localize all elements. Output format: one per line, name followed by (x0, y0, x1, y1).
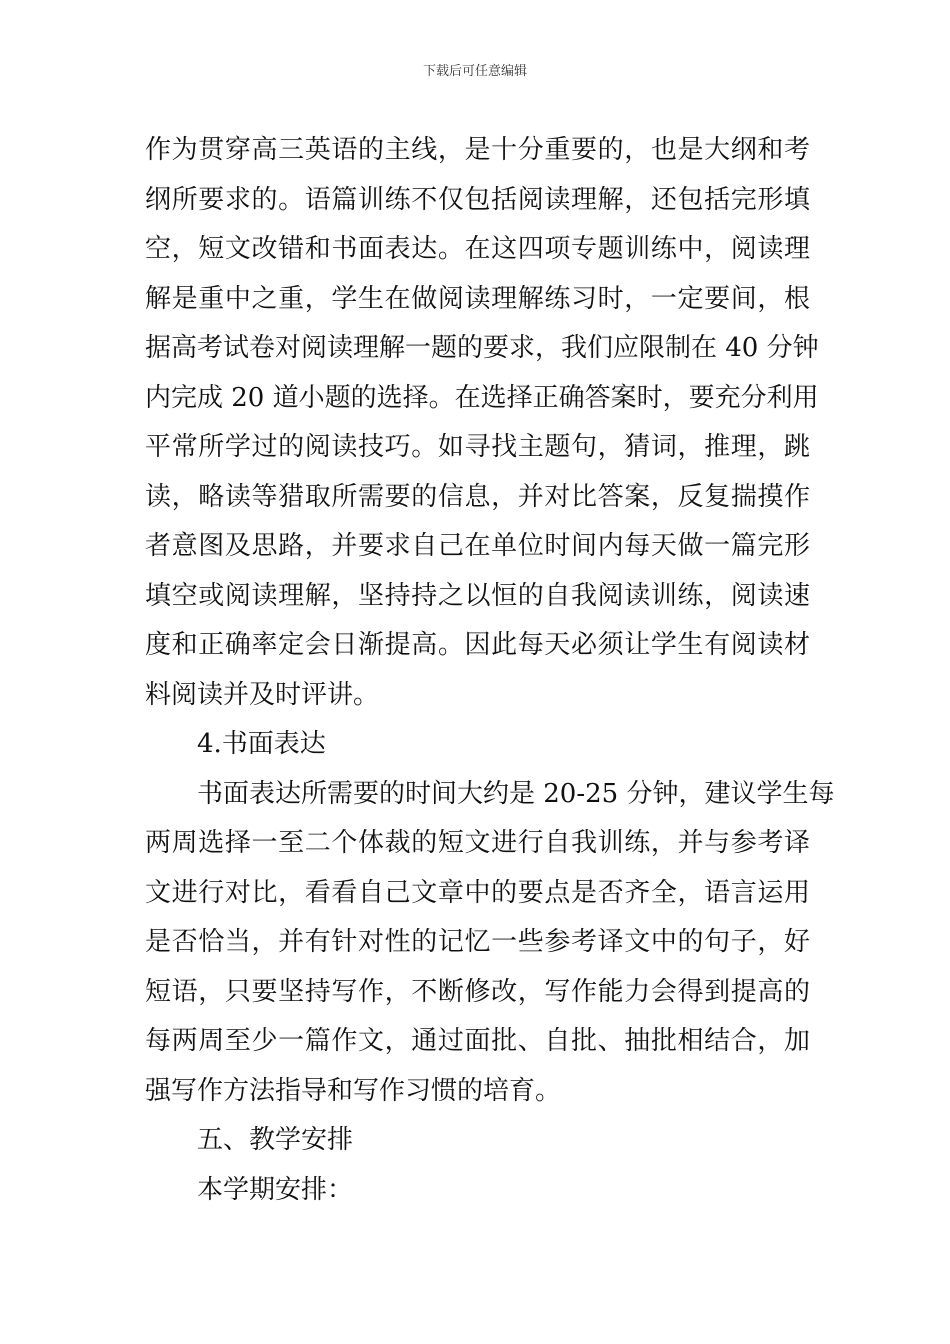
text-line: 度和正确率定会日渐提高。因此每天必须让学生有阅读材 (145, 630, 810, 660)
text-line: 本学期安排： (197, 1174, 354, 1205)
text-line: 平常所学过的阅读技巧。如寻找主题句，猜词，推理，跳 (145, 432, 810, 462)
section-heading (145, 1116, 810, 1166)
heading-line: 4.书面表达 (197, 729, 326, 759)
text-line: 两周选择一至二个体裁的短文进行自我训练，并与参考译 (145, 828, 810, 858)
paragraph (145, 126, 819, 720)
text-line: 填空或阅读理解，坚持持之以恒的自我阅读训练，阅读速 (145, 580, 810, 611)
section-heading (145, 720, 810, 770)
text-line: 读，略读等猎取所需要的信息，并对比答案，反复揣摸作 (145, 481, 810, 512)
text-line: 内完成 20 道小题的选择。在选择正确答案时，要充分利用 (145, 382, 819, 413)
text-line: 纲所要求的。语篇训练不仅包括阅读理解，还包括完形填 (145, 184, 810, 215)
text-line: 空，短文改错和书面表达。在这四项专题训练中，阅读理 (145, 234, 810, 264)
text-line: 作为贯穿高三英语的主线，是十分重要的，也是大纲和考 (145, 135, 810, 165)
heading-line: 五、教学安排 (197, 1125, 354, 1155)
text-line: 是否恰当，并有针对性的记忆一些参考译文中的句子，好 (145, 927, 810, 957)
text-line: 强写作方法指导和写作习惯的培育。 (145, 1075, 562, 1106)
text-line: 每两周至少一篇作文，通过面批、自批、抽批相结合，加 (145, 1026, 810, 1056)
text-line: 解是重中之重，学生在做阅读理解练习时，一定要间，根 (145, 283, 810, 314)
text-line: 文进行对比，看看自己文章中的要点是否齐全，语言运用 (145, 877, 810, 908)
paragraph (145, 1166, 810, 1216)
text-line: 据高考试卷对阅读理解一题的要求，我们应限制在 40 分钟 (145, 333, 819, 363)
text-line: 者意图及思路，并要求自己在单位时间内每天做一篇完形 (145, 531, 810, 561)
page-header: 下载后可任意编辑 (422, 64, 527, 79)
text-line: 书面表达所需要的时间大约是 20-25 分钟，建议学生每 (197, 778, 835, 809)
text-line: 短语，只要坚持写作，不断修改，写作能力会得到提高的 (145, 976, 810, 1007)
document-body (145, 126, 835, 1215)
text-line: 料阅读并及时评讲。 (145, 679, 380, 710)
paragraph (145, 770, 835, 1117)
